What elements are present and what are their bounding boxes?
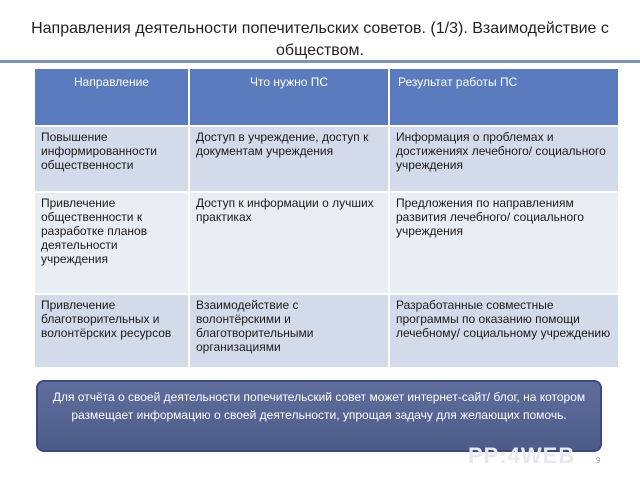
cell-direction: Повышение информированности общественности [34,126,189,192]
header-needs: Что нужно ПС [189,68,389,126]
cell-direction: Привлечение общественности к разработке планов деятельности учреждения [34,192,189,294]
cell-needs: Доступ к информации о лучших практиках [189,192,389,294]
table-header-row [34,68,619,126]
table-row [34,126,619,192]
cell-result: Предложения по направлениям развития лечебного/ социального учреждения [389,192,619,294]
cell-result: Информация о проблемах и достижениях лечебного/ социального учреждения [389,126,619,192]
table-row [34,294,619,368]
directions-table [33,67,620,369]
watermark-text: PP:4WEB [468,443,576,468]
cell-direction: Привлечение благотворительных и волонтёрских ресурсов [34,294,189,368]
header-direction: Направление [34,68,189,126]
cell-needs: Взаимодействие с волонтёрскими и благотворительными организациями [189,294,389,368]
info-callout: Для отчёта о своей деятельности попечительский совет может интернет-сайт/ блог, на котором размещает информацию о своей деятельности, упрощая задачу для желающих помочь. [36,380,602,452]
title-divider [0,60,640,63]
page-number: 9 [596,456,601,465]
table-row [34,192,619,294]
cell-needs: Доступ в учреждение, доступ к документам учреждения [189,126,389,192]
header-result: Результат работы ПС [389,68,619,126]
cell-result: Разработанные совместные программы по оказанию помощи лечебному/ социальному учреждению [389,294,619,368]
slide-title: Направления деятельности попечительских советов. (1/3). Взаимодействие с обществом. [31,20,609,59]
